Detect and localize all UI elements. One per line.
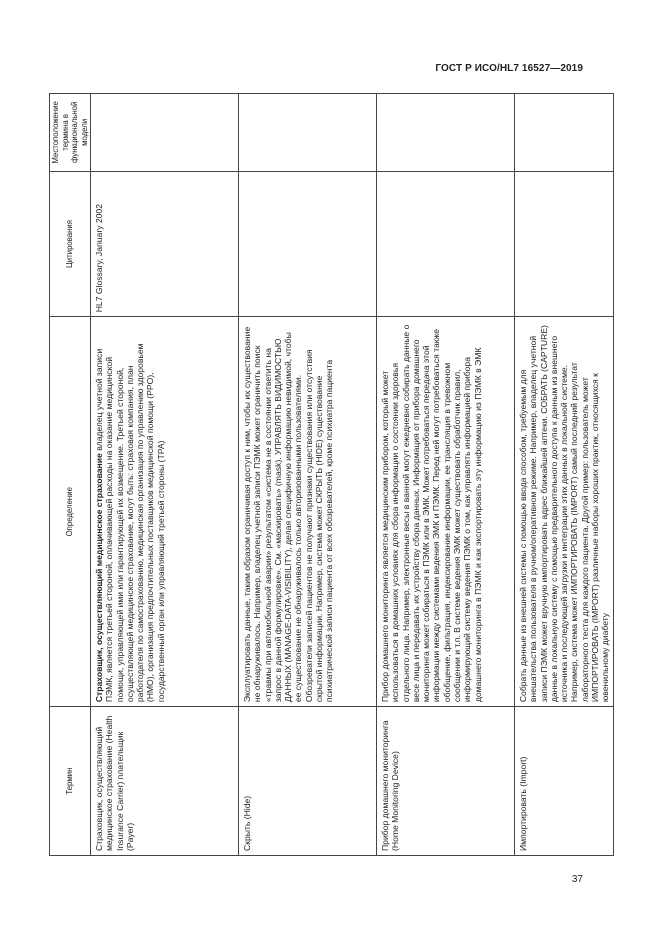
column-header-location: Местоположение термина в функциональной модели xyxy=(50,94,91,172)
definition-cell xyxy=(91,317,239,707)
term-cell: Прибор домашнего мониторинга (Home Monitoring Device) xyxy=(377,707,515,856)
definition-cell: Прибор домашнего мониторинга является медицинским прибором, который может использоваться в домашних условиях для сбора информации о состоянии здоровья отдельного лица. Например, электронные весы в ванной могут ежедневно собирать данные о весе лица и передавать их устройству сбора данных. Информация от прибора домашнего мониторинга может собираться в ПЭМК или в ЭМК. Может потребоваться передача этой информации между системами ведения ЭМК и ПЭМК. Перед ней могут потребоваться также обобщение, фильтрация, индексирование информации, ее трансляция в тревожном сообщении и т.п. В системе ведения ЭМК может существовать обработчик правил, информирующий систему ведения ПЭМК о том, как управлять информацией прибора домашнего мониторинга в ПЭМК и как экспортировать эту информацию из ПЭМК в ЭМК xyxy=(377,317,515,707)
definition-cell: Собрать данные из внешней системы с помощью ввода способом, требуемым для внешательства пользователя в ручном/оперативном режиме. Например, владелец учетной записи ПЭМК может вручную импортировать адрес ближайшей аптеки. СОБРАТЬ (CAPTURE) данные в локальную систему с помощью предварительного доступа к данным из внешнего источника и последующей загрузки и интеграции этих данных в локальной системе. Например, система может ИМПОРТИРОВАТЬ (IMPORT) самый последний результат лабораторного теста для каждого пациента. Другой пример: пользователь может ИМПОРТИРОВАТЬ (IMPORT) различные наборы хороших практик, относящихся к ювенильному диабету xyxy=(515,317,614,707)
definition-cell: Эксплуатировать данные, таким образом ограничивая доступ к ним, чтобы их существование не обнаруживалось. Например, владелец учетной записи ПЭМК может ограничить поиск «травмы при автомобильной аварии» результатом «система не в состоянии ответить на запрос в данной формулировке». См. «маскировать» (mask). УПРАВЛЯТЬ ВИДИМОСТЬЮ ДАННЫХ (MANAGE-DATA-VISIBILITY), делая специфичную информацию невидимой, чтобы ее существование не обнаруживалось только авторизованными пользователями. Обозреватели записей пациентов не получают признаки существования или отсутствия скрытой информации. Например, система может СКРЫТЬ (HIDE) существование психиатрической записи пациента от всех обозревателей, кроме психиатра пациента xyxy=(239,317,377,707)
column-header-term: Термин xyxy=(50,707,91,856)
term-cell: Страховщик, осуществляющий медицинское страхование (Health Insurance Carrier) плательщик (Payer) xyxy=(91,707,239,856)
location-cell xyxy=(515,94,614,172)
table-row xyxy=(515,94,614,856)
column-header-citation: Цитирования xyxy=(50,171,91,317)
location-cell xyxy=(239,94,377,172)
citation-cell: HL7 Glossary, January 2002 xyxy=(91,171,239,317)
table-row xyxy=(377,94,515,856)
page-number: 37 xyxy=(571,874,583,885)
glossary-table-rotated xyxy=(49,93,611,856)
citation-cell xyxy=(239,171,377,317)
location-cell xyxy=(91,94,239,172)
table-row xyxy=(239,94,377,856)
document-header: ГОСТ Р ИСО/HL7 16527—2019 xyxy=(435,63,583,74)
definition-text: владелец учетной записи ПЭМК, является третьей стороной, оплачивающей расходы на оказание медицинской помощи, управляющей ими или гарантирующей их возмещение. Третьей стороной, осуществляющей медицинское страхование, могут быть: страховая компания, план работодателя по самострахованию, медицинская организация по управлению здоровьем (HMO), организация предпочтительных поставщиков медицинской помощи (PPO), государственный орган или управляющий третьей стороны (TPA) xyxy=(94,343,166,703)
citation-cell xyxy=(377,171,515,317)
citation-cell xyxy=(515,171,614,317)
definition-bold-term: Страховщик, осуществляющий медицинское страхование xyxy=(94,453,104,703)
table-header-row xyxy=(50,94,91,856)
table-row xyxy=(91,94,239,856)
glossary-table xyxy=(49,93,614,856)
location-cell xyxy=(377,94,515,172)
term-cell: Скрыть (Hide) xyxy=(239,707,377,856)
column-header-definition: Определение xyxy=(50,317,91,707)
term-cell: Импортировать (Import) xyxy=(515,707,614,856)
